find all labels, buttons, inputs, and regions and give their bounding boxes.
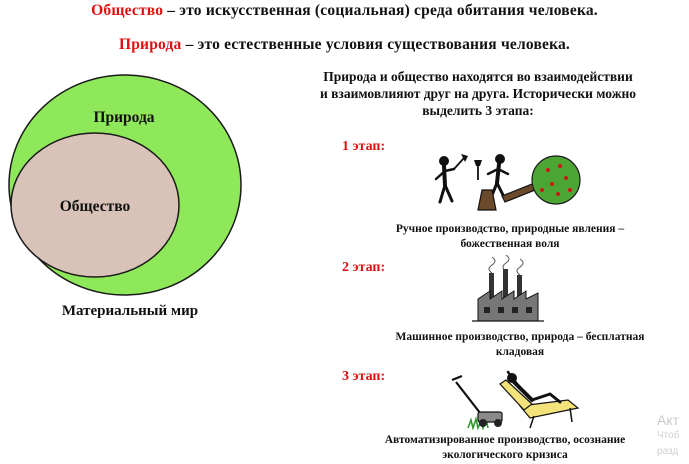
term-society: Общество: [91, 2, 164, 19]
definition-society: [0, 2, 689, 20]
definition-nature-text: – это естественные условия существования человека.: [181, 36, 571, 53]
stage-1-description-line-1: Ручное производство, природные явления –: [395, 223, 625, 235]
stage-2-description-line-1: Машинное производство, природа – бесплатная: [395, 331, 645, 343]
stage-2-label: 2 этап:: [342, 260, 386, 275]
stage-1-description-line-2: божественная воля: [460, 238, 560, 250]
stage-3-description-line-1: Автоматизированное производство, осознание: [384, 434, 626, 446]
stage-3-description-line-2: экологического кризиса: [442, 449, 568, 461]
intro-line-3: выделить 3 этапа:: [422, 103, 534, 118]
robot-lawnmower-icon: [450, 362, 582, 430]
term-nature: Природа: [118, 36, 182, 53]
factory-icon: [472, 255, 544, 325]
nature-circle-label: Природа: [93, 109, 155, 126]
stage-1-description: [340, 222, 680, 252]
activation-watermark-line-3: разд: [657, 446, 679, 457]
intro-line-2: и взаимовлияют друг на друга. Исторически можно: [319, 86, 637, 101]
stage-2-description-line-2: кладовая: [495, 346, 545, 358]
activation-watermark-line-1: Акт: [657, 412, 680, 428]
stage-1-label: 1 этап:: [342, 139, 386, 154]
society-circle-label: Общество: [59, 198, 131, 215]
stage-3-description: [340, 433, 670, 463]
woodcutters-tree-icon: [432, 150, 582, 222]
material-world-caption: Материальный мир: [61, 303, 199, 319]
activation-watermark-line-2: Чтоб: [657, 430, 680, 441]
intro-line-1: Природа и общество находятся во взаимодействии: [323, 69, 633, 84]
stage-3-label: 3 этап:: [342, 369, 386, 384]
definition-society-text: – это искусственная (социальная) среда обитания человека.: [163, 2, 598, 19]
definition-nature: [0, 36, 689, 54]
stage-2-description: [340, 330, 689, 360]
nature-society-diagram: [6, 72, 246, 298]
intro-text: [268, 68, 688, 119]
